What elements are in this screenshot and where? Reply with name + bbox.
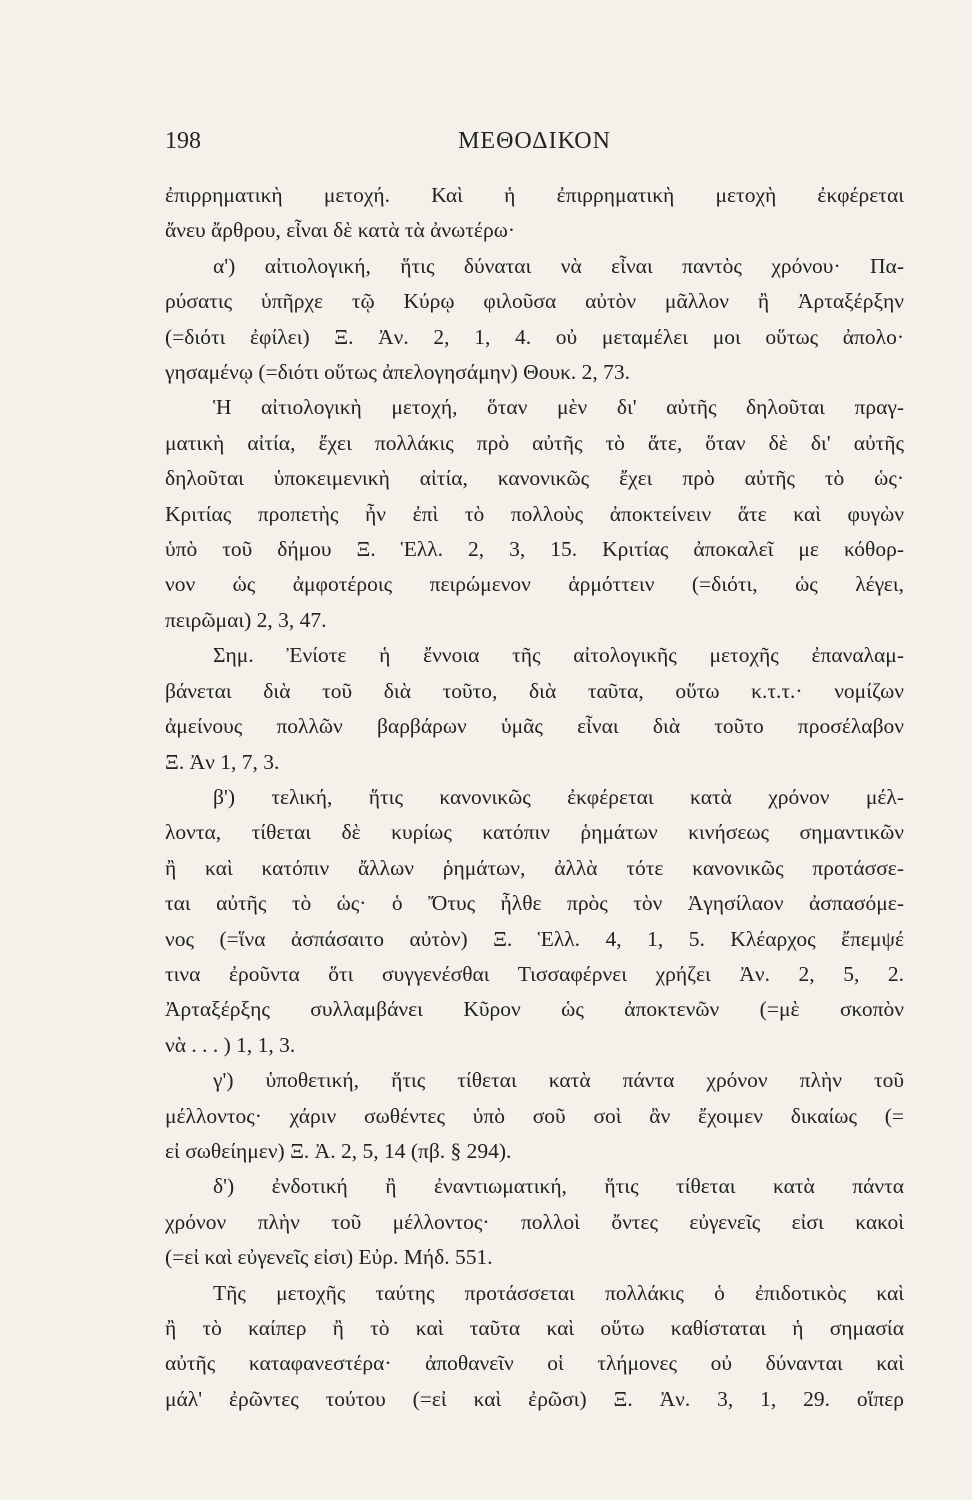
text-line: Ἀρταξέρξης συλλαμβάνει Κῦρον ὡς ἀποκτενῶν (=μὲ σκοπὸν bbox=[165, 997, 904, 1022]
text-line: ἄνευ ἄρθρου, εἶναι δὲ κατὰ τὰ ἀνωτέρω· bbox=[165, 218, 516, 243]
text-line: ἀμείνους πολλῶν βαρβάρων ὑμᾶς εἶναι διὰ τοῦτο προσέλαβον bbox=[165, 714, 904, 739]
text-line: ρύσατις ὑπῆρχε τῷ Κύρῳ φιλοῦσα αὐτὸν μᾶλλον ἢ Ἀρταξέρξην bbox=[165, 289, 904, 314]
text-line: νον ὡς ἀμφοτέροις πειρώμενον ἁρμόττειν (=διότι, ὡς λέγει, bbox=[165, 572, 904, 597]
text-line: μάλ' ἐρῶντες τούτου (=εἰ καὶ ἐρῶσι) Ξ. Ἀν. 3, 1, 29. οἵπερ bbox=[165, 1386, 904, 1411]
text-line: αὐτῆς καταφανεστέρα· ἀποθανεῖν οἱ τλήμονες οὐ δύνανται καὶ bbox=[165, 1351, 904, 1376]
text-line: νὰ . . . ) 1, 1, 3. bbox=[165, 1032, 296, 1057]
text-line: (=διότι ἐφίλει) Ξ. Ἀν. 2, 1, 4. οὐ μεταμέλει μοι οὕτως ἀπολο· bbox=[165, 324, 904, 349]
running-title: ΜΕΘΟΔΙΚΟΝ bbox=[458, 128, 611, 154]
text-line: γησαμένῳ (=διότι οὕτως ἀπελογησάμην) Θουκ. 2, 73. bbox=[165, 360, 631, 385]
text-line: βάνεται διὰ τοῦ διὰ τοῦτο, διὰ ταῦτα, οὕτω κ.τ.τ.· νομίζων bbox=[165, 678, 904, 703]
text-line: ται αὐτῆς τὸ ὡς· ὁ Ὄτυς ἦλθε πρὸς τὸν Ἀγησίλαον ἀσπασόμε- bbox=[165, 891, 904, 916]
text-line: μέλλοντος· χάριν σωθέντες ὑπὸ σοῦ σοὶ ἂν ἔχοιμεν δικαίως (= bbox=[165, 1103, 904, 1128]
text-line: Ξ. Ἀν 1, 7, 3. bbox=[165, 749, 280, 774]
text-line: ματικὴ αἰτία, ἔχει πολλάκις πρὸ αὐτῆς τὸ ἅτε, ὅταν δὲ δι' αὐτῆς bbox=[165, 430, 904, 455]
page-header bbox=[165, 128, 904, 160]
text-line: Κριτίας προπετὴς ἦν ἐπὶ τὸ πολλοὺς ἀποκτείνειν ἅτε καὶ φυγὼν bbox=[165, 501, 904, 526]
text-line: Σημ. Ἐνίοτε ἡ ἔννοια τῆς αἰτολογικῆς μετοχῆς ἐπαναλαμ- bbox=[213, 643, 904, 668]
text-line: Ἡ αἰτιολογικὴ μετοχή, ὅταν μὲν δι' αὐτῆς δηλοῦται πραγ- bbox=[213, 395, 904, 420]
text-line: β') τελική, ἥτις κανονικῶς ἐκφέρεται κατὰ χρόνον μέλ- bbox=[213, 784, 904, 809]
text-line: νος (=ἵνα ἀσπάσαιτο αὐτὸν) Ξ. Ἑλλ. 4, 1, 5. Κλέαρχος ἔπεμψέ bbox=[165, 926, 904, 951]
text-line: ἢ καὶ κατόπιν ἄλλων ῥημάτων, ἀλλὰ τότε κανονικῶς προτάσσε- bbox=[165, 855, 904, 880]
text-line: α') αἰτιολογική, ἥτις δύναται νὰ εἶναι παντὸς χρόνου· Πα- bbox=[213, 253, 904, 278]
text-line: Τῆς μετοχῆς ταύτης προτάσσεται πολλάκις ὁ ἐπιδοτικὸς καὶ bbox=[213, 1280, 904, 1305]
text-line: λοντα, τίθεται δὲ κυρίως κατόπιν ῥημάτων κινήσεως σημαντικῶν bbox=[165, 820, 904, 845]
text-line: δηλοῦται ὑποκειμενικὴ αἰτία, κανονικῶς ἔχει πρὸ αὐτῆς τὸ ὡς· bbox=[165, 466, 904, 491]
text-line: ὑπὸ τοῦ δήμου Ξ. Ἑλλ. 2, 3, 15. Κριτίας ἀποκαλεῖ με κόθορ- bbox=[165, 537, 904, 562]
text-line: εἰ σωθείημεν) Ξ. Ἀ. 2, 5, 14 (πβ. § 294). bbox=[165, 1138, 512, 1163]
page-number: 198 bbox=[165, 128, 201, 154]
text-line: δ') ἐνδοτική ἢ ἐναντιωματική, ἥτις τίθεται κατὰ πάντα bbox=[213, 1174, 904, 1199]
text-line: χρόνον πλὴν τοῦ μέλλοντος· πολλοὶ ὄντες εὐγενεῖς εἰσι κακοὶ bbox=[165, 1209, 904, 1234]
text-line: πειρῶμαι) 2, 3, 47. bbox=[165, 607, 327, 632]
text-line: τινα ἐροῦντα ὅτι συγγενέσθαι Τισσαφέρνει χρήζει Ἀν. 2, 5, 2. bbox=[165, 961, 904, 986]
body-text bbox=[165, 178, 904, 1417]
text-line: (=εἰ καὶ εὐγενεῖς εἰσι) Εὐρ. Μήδ. 551. bbox=[165, 1245, 493, 1270]
text-line: ἢ τὸ καίπερ ἢ τὸ καὶ ταῦτα καὶ οὕτω καθίσταται ἡ σημασία bbox=[165, 1316, 904, 1340]
text-line: ἐπιρρηματικὴ μετοχή. Καὶ ἡ ἐπιρρηματικὴ μετοχὴ ἐκφέρεται bbox=[165, 183, 904, 207]
text-line: γ') ὑποθετική, ἥτις τίθεται κατὰ πάντα χρόνον πλὴν τοῦ bbox=[213, 1068, 904, 1093]
